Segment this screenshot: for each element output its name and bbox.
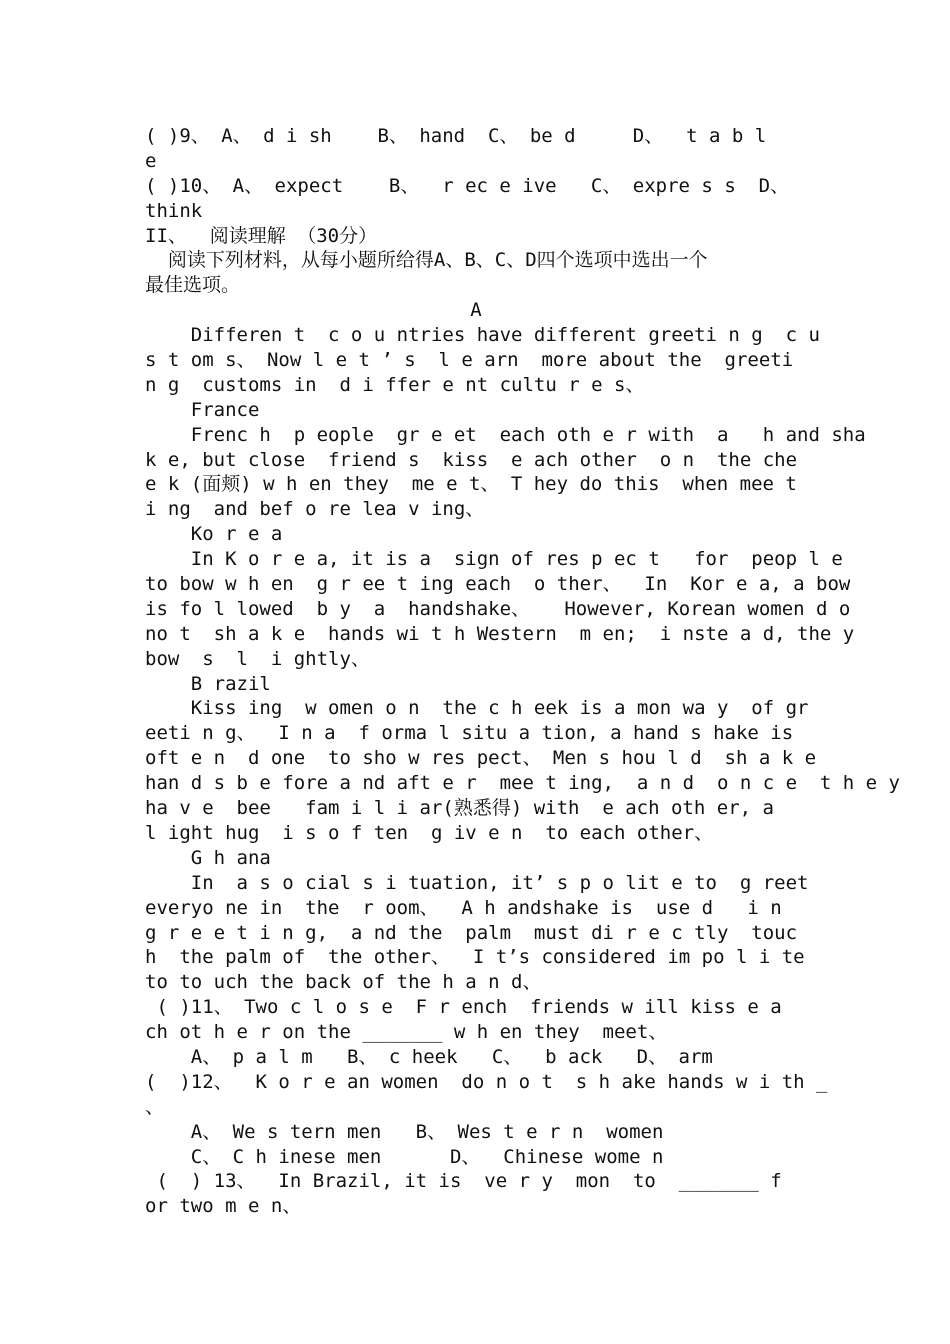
text-line: II、 阅读理解 （30分） xyxy=(145,224,378,247)
text-line: e k (面颊) w h en they me e t、 T hey do this when mee t xyxy=(145,473,797,496)
text-line: i ng and bef o re lea v ing、 xyxy=(145,498,485,521)
text-line: e xyxy=(145,149,157,172)
text-line: k e, but close friend s kiss e ach other o n the che xyxy=(145,448,798,471)
text-line: 、 xyxy=(145,1095,165,1118)
text-line: Frenc h p eople gr e et each oth e r with a h and sha xyxy=(145,423,866,446)
text-line: l ight hug i s o f ten g iv e n to each other、 xyxy=(145,821,714,844)
text-line: bow s l i ghtly、 xyxy=(145,647,370,670)
text-line: In a s o cial s i tuation, it’ s p o lit e to g reet xyxy=(145,871,809,894)
text-line: B razil xyxy=(145,672,271,695)
text-line: think xyxy=(145,199,203,222)
text-line: eeti n g、 I n a f orma l situ a tion, a hand s hake is xyxy=(145,722,794,745)
text-line: G h ana xyxy=(145,846,271,869)
text-line: A、 We s tern men B、 Wes t e r n women xyxy=(145,1120,664,1143)
text-line: Ko r e a xyxy=(145,523,283,546)
text-line: ( ) 13、 In Brazil, it is ve r y mon to _______ f xyxy=(145,1170,782,1193)
text-line: ( )11、 Two c l o s e F r ench friends w ill kiss e a xyxy=(145,996,782,1019)
text-line: s t om s、 Now l e t ’ s l e arn more about the greeti xyxy=(145,349,794,372)
text-line: 阅读下列材料，从每小题所给得A、B、C、D四个选项中选出一个 xyxy=(145,249,708,272)
text-line: to bow w h en g r ee t ing each o ther、 In Kor e a, a bow xyxy=(145,573,851,596)
text-line: to to uch the back of the h a n d、 xyxy=(145,971,542,994)
text-line: C、 C h inese men D、 Chinese wome n xyxy=(145,1145,664,1168)
text-line: Kiss ing w omen o n the c h eek is a mon wa y of gr xyxy=(145,697,809,720)
text-line: h the palm of the other、 I t’s considered im po l i te xyxy=(145,946,805,969)
text-line: In K o r e a, it is a sign of res p ec t for peop l e xyxy=(145,548,843,571)
text-line: France xyxy=(145,398,260,421)
document-page xyxy=(145,124,900,1219)
text-line: no t sh a k e hands wi t h Western m en; i nste a d, the y xyxy=(145,622,855,645)
text-line: n g customs in d i ffer e nt cultu r e s、 xyxy=(145,373,645,396)
text-line: ( )10、 A、 expect B、 r ec e ive C、 expre s s D、 xyxy=(145,174,790,197)
text-line: ( )12、 K o r e an women do n o t s h ake hands w i th _ xyxy=(145,1070,828,1093)
text-line: A、 p a l m B、 c heek C、 b ack D、 arm xyxy=(145,1045,713,1068)
text-line: ( )9、 A、 d i sh B、 hand C、 be d D、 t a b l xyxy=(145,125,767,147)
text-line: 最佳选项。 xyxy=(145,274,241,297)
text-line: Differen t c o u ntries have different greeti n g c u xyxy=(145,324,820,347)
text-line: ha v e bee fam i l i ar(熟悉得) with e ach oth er, a xyxy=(145,797,774,820)
text-line: A xyxy=(470,299,482,322)
text-line: is fo l lowed b y a handshake、 However, Korean women d o xyxy=(145,597,851,620)
text-line: or two m e n、 xyxy=(145,1195,302,1218)
text-line: everyo ne in the r oom、 A h andshake is use d i n xyxy=(145,896,782,919)
text-line: han d s b e fore a nd aft e r mee t ing, a n d o n c e t h e y xyxy=(145,772,900,795)
text-line: g r e e t i n g, a nd the palm must di r e c tly touc xyxy=(145,921,798,944)
text-line: ch ot h e r on the _______ w h en they meet、 xyxy=(145,1021,668,1044)
text-line: oft e n d one to sho w res pect、 Men s hou l d sh a k e xyxy=(145,747,817,770)
